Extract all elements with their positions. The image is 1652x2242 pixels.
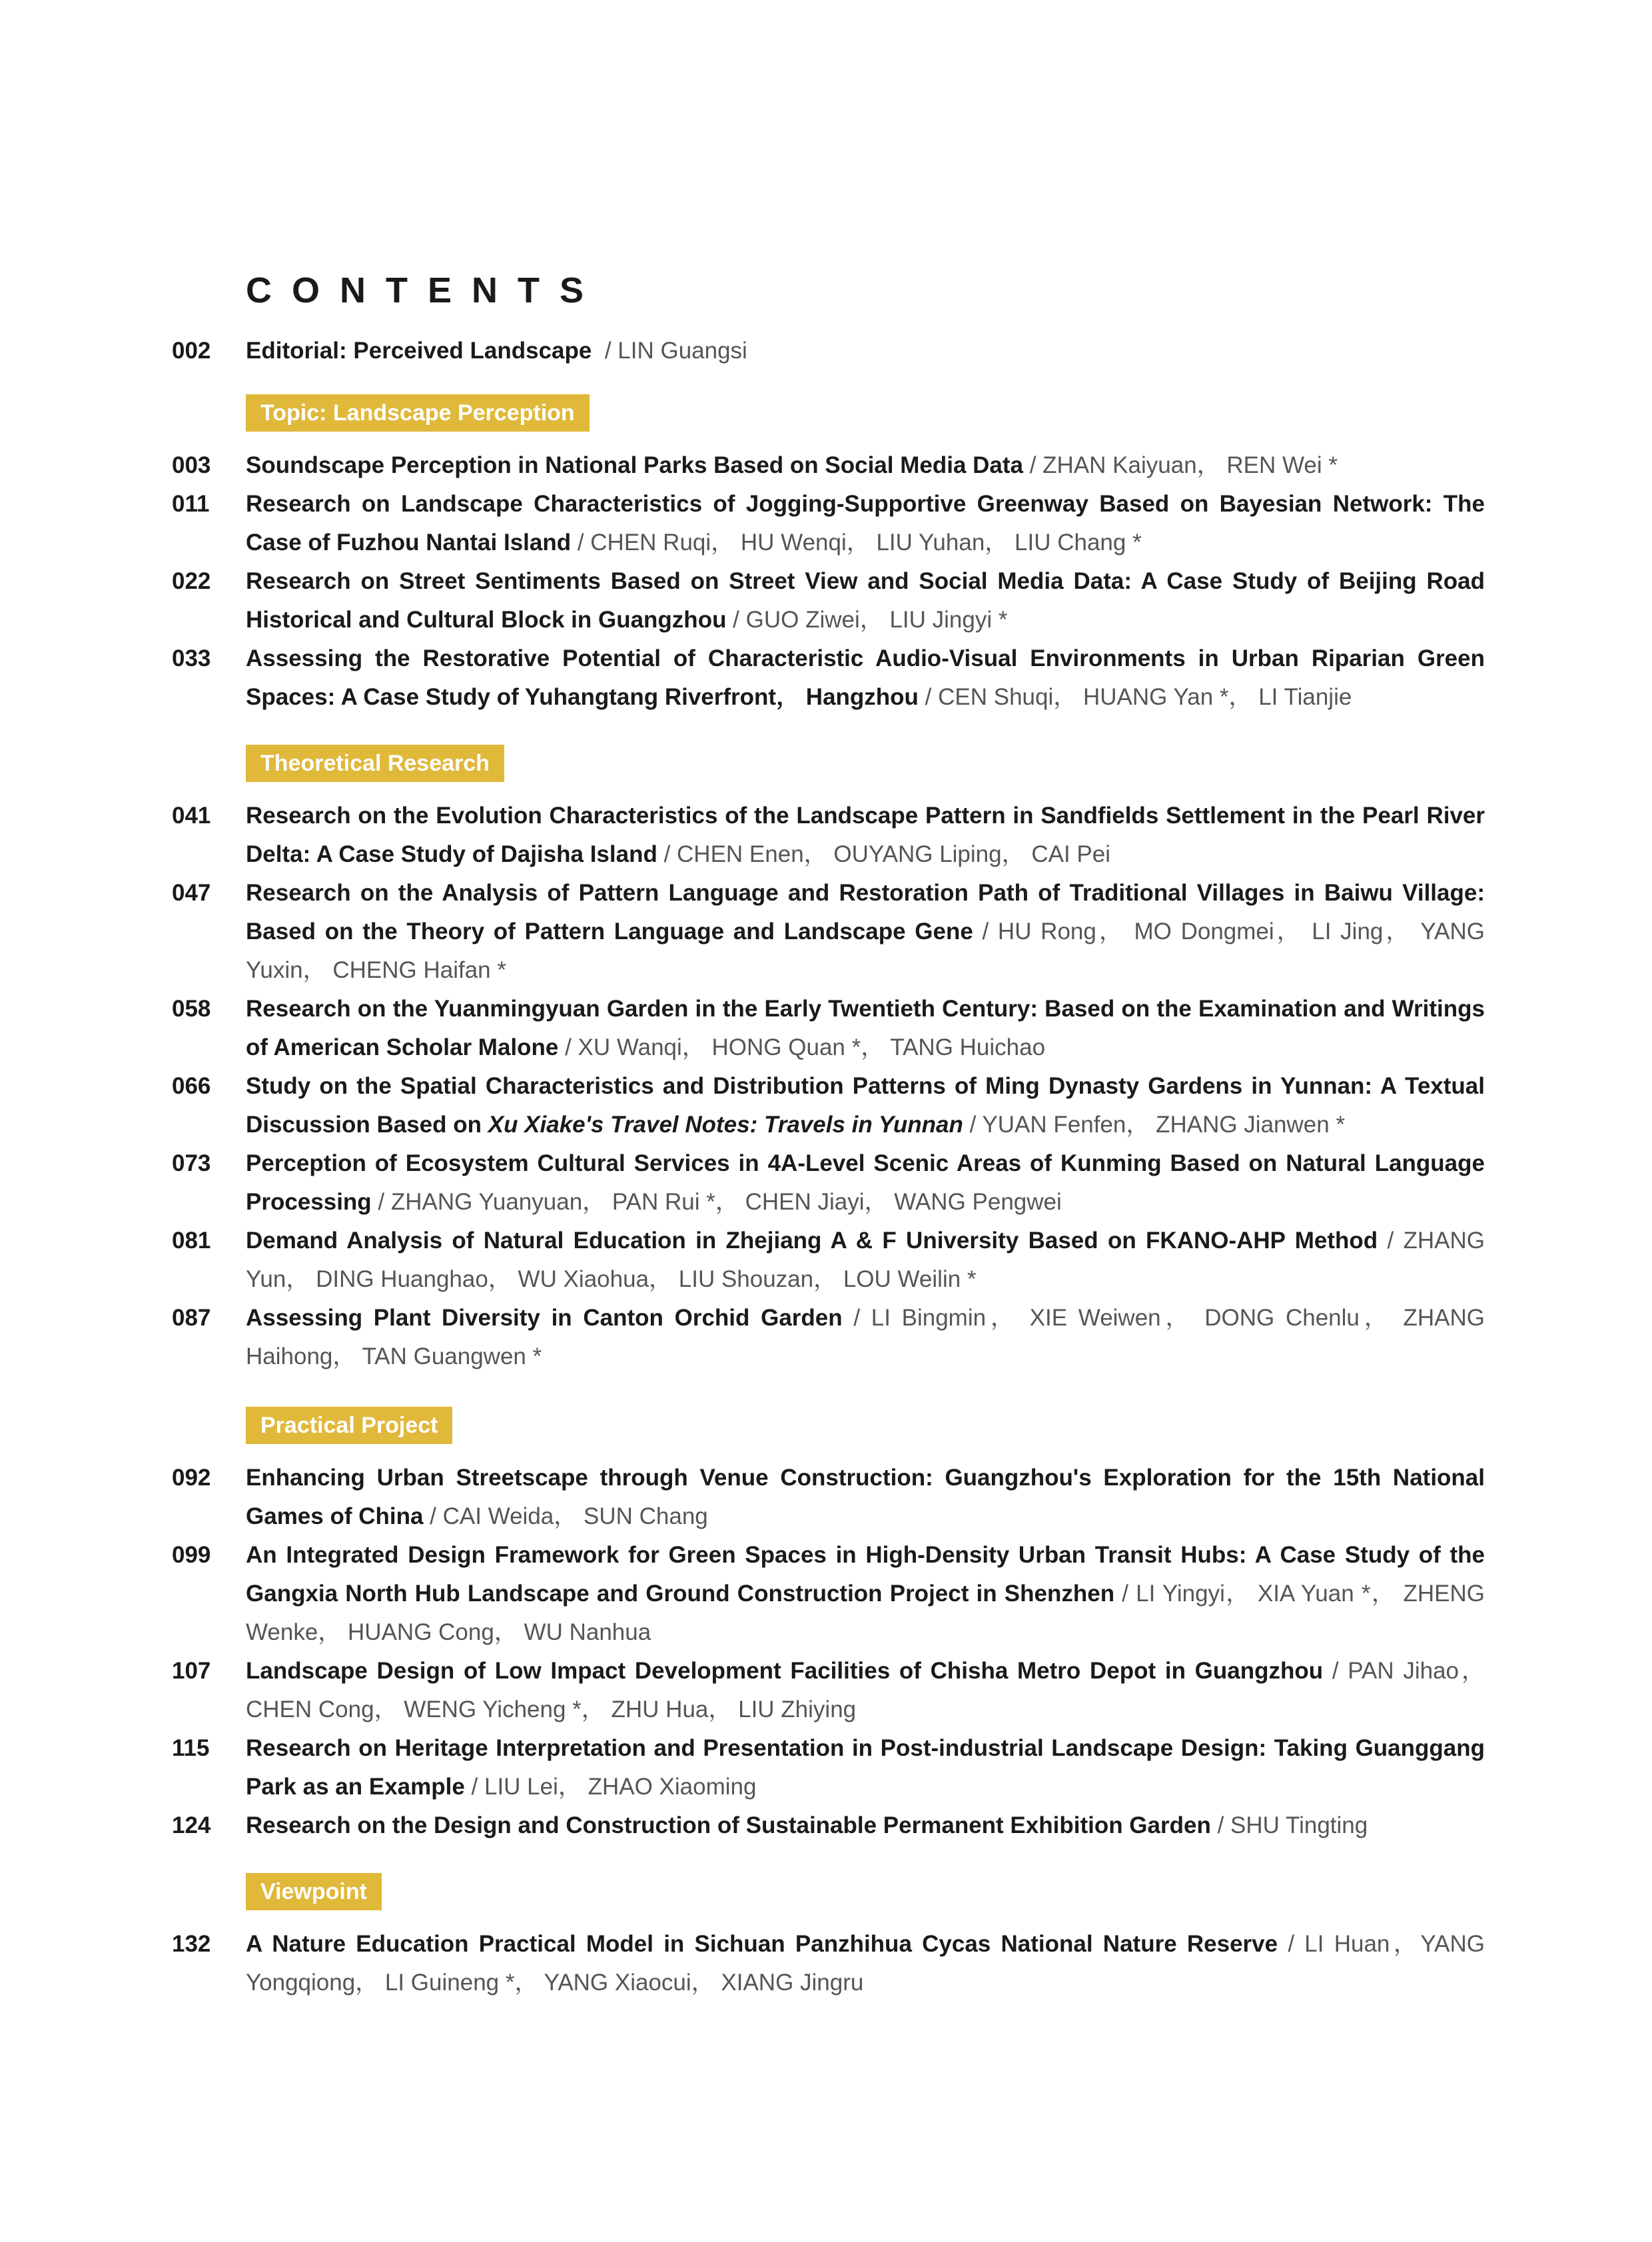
toc-entry[interactable] xyxy=(172,797,1485,874)
entry-list xyxy=(172,1459,1485,1845)
page-number: 033 xyxy=(172,645,211,671)
entry-authors: / ZHANG Yuanyuan， PAN Rui *， CHEN Jiayi， WANG Pengwei xyxy=(371,1189,1062,1215)
toc-entry[interactable] xyxy=(172,1222,1485,1299)
contents-heading: CONTENTS xyxy=(246,270,604,310)
section-practical-project xyxy=(172,1407,1485,1845)
entry-authors: / ZHAN Kaiyuan， REN Wei * xyxy=(1023,452,1338,478)
toc-entry[interactable] xyxy=(172,1536,1485,1652)
toc-entry[interactable] xyxy=(172,639,1485,717)
entry-authors: / XU Wanqi， HONG Quan *， TANG Huichao xyxy=(558,1034,1046,1060)
toc-entry[interactable] xyxy=(172,1925,1485,2002)
entry-title: Enhancing Urban Streetscape through Venue Construction: Guangzhou's Exploration for the 15th National Games of China xyxy=(246,1465,1485,1529)
entry-title: Research on Landscape Characteristics of Jogging-Supportive Greenway Based on Bayesian Network: The Case of Fuzhou Nantai Island xyxy=(246,491,1485,556)
entry-title: Perception of Ecosystem Cultural Services in 4A-Level Scenic Areas of Kunming Based on Natural Language Processing xyxy=(246,1150,1485,1215)
toc-entry[interactable] xyxy=(172,990,1485,1067)
entry-list xyxy=(172,446,1485,717)
page-number: 047 xyxy=(172,880,211,906)
section-badge: Theoretical Research xyxy=(246,745,504,782)
editorial-page-number: 002 xyxy=(172,338,211,364)
entry-list xyxy=(172,797,1485,1376)
section-badge: Practical Project xyxy=(246,1407,452,1444)
toc-entry[interactable] xyxy=(172,1144,1485,1222)
entry-authors: / PAN Jihao， CHEN Cong， WENG Yicheng *， ZHU Hua， LIU Zhiying xyxy=(246,1658,1485,1722)
editorial-text xyxy=(246,332,747,370)
entry-title: Research on Street Sentiments Based on Street View and Social Media Data: A Case Study of Beijing Road Historical and Cultural Block in Guangzhou xyxy=(246,568,1485,633)
entry-authors: / YUAN Fenfen， ZHANG Jianwen * xyxy=(963,1112,1346,1138)
entry-authors: / SHU Tingting xyxy=(1210,1812,1368,1838)
toc-entry[interactable] xyxy=(172,1067,1485,1144)
toc-entry[interactable] xyxy=(172,562,1485,639)
page-number: 003 xyxy=(172,452,211,478)
toc-entry[interactable] xyxy=(172,1299,1485,1376)
entry-title: Research on the Design and Construction of Sustainable Permanent Exhibition Garden xyxy=(246,1812,1211,1838)
editorial-author: / LIN Guangsi xyxy=(604,338,747,364)
section-theoretical-research xyxy=(172,745,1485,1376)
toc-entry[interactable] xyxy=(172,1459,1485,1536)
entry-authors: / GUO Ziwei， LIU Jingyi * xyxy=(726,607,1008,633)
section-badge: Topic: Landscape Perception xyxy=(246,394,590,432)
entry-authors: / CAI Weida， SUN Chang xyxy=(423,1503,708,1529)
entry-authors: / LI Huan，YANG Yongqiong， LI Guineng *， YANG Xiaocui， XIANG Jingru xyxy=(246,1931,1485,1996)
entry-authors: / ZHANG Yun， DING Huanghao， WU Xiaohua， LIU Shouzan， LOU Weilin * xyxy=(246,1228,1485,1292)
toc-entry[interactable] xyxy=(172,485,1485,562)
entry-title: Research on Heritage Interpretation and Presentation in Post-industrial Landscape Design: Taking Guanggang Park as an Example xyxy=(246,1735,1485,1800)
toc-entry[interactable] xyxy=(172,1652,1485,1729)
entry-authors: / HU Rong， MO Dongmei， LI Jing， YANG Yuxin， CHENG Haifan * xyxy=(246,919,1485,983)
section-landscape-perception xyxy=(172,394,1485,717)
page-number: 058 xyxy=(172,996,211,1022)
toc-entry[interactable] xyxy=(172,874,1485,990)
page-number: 092 xyxy=(172,1465,211,1491)
editorial-label: Editorial: Perceived Landscape xyxy=(246,338,592,364)
page-number: 073 xyxy=(172,1150,211,1176)
entry-authors: / LI Bingmin， XIE Weiwen， DONG Chenlu， ZHANG Haihong， TAN Guangwen * xyxy=(246,1305,1485,1369)
page-number: 124 xyxy=(172,1812,211,1838)
page-number: 041 xyxy=(172,803,211,829)
page-number: 066 xyxy=(172,1073,211,1099)
entry-title: Research on the Yuanmingyuan Garden in the Early Twentieth Century: Based on the Examination and Writings of American Scholar Malone xyxy=(246,996,1485,1060)
entry-title: Soundscape Perception in National Parks Based on Social Media Data xyxy=(246,452,1023,478)
entry-authors: / CHEN Enen， OUYANG Liping， CAI Pei xyxy=(657,841,1110,867)
page-number: 081 xyxy=(172,1228,211,1254)
page-number: 011 xyxy=(172,491,210,517)
entry-authors: / LI Yingyi， XIA Yuan *， ZHENG Wenke， HUANG Cong， WU Nanhua xyxy=(246,1581,1485,1645)
entry-authors: / CHEN Ruqi， HU Wenqi， LIU Yuhan， LIU Chang * xyxy=(571,530,1142,556)
entry-authors: / LIU Lei， ZHAO Xiaoming xyxy=(464,1774,757,1800)
toc-entry[interactable] xyxy=(172,1806,1485,1845)
section-viewpoint xyxy=(172,1873,1485,2002)
entry-title: A Nature Education Practical Model in Sichuan Panzhihua Cycas National Nature Reserve xyxy=(246,1931,1278,1957)
entry-title: An Integrated Design Framework for Green Spaces in High-Density Urban Transit Hubs: A Case Study of the Gangxia North Hub Landscape and Ground Construction Project in Shenzhen xyxy=(246,1542,1485,1607)
entry-title: Demand Analysis of Natural Education in Zhejiang A & F University Based on FKANO-AHP Method xyxy=(246,1228,1378,1254)
page-number: 115 xyxy=(172,1735,210,1761)
page-number: 087 xyxy=(172,1305,211,1331)
entry-title: Assessing Plant Diversity in Canton Orchid Garden xyxy=(246,1305,843,1331)
entry-title: Research on the Evolution Characteristics of the Landscape Pattern in Sandfields Settlement in the Pearl River Delta: A Case Study of Dajisha Island xyxy=(246,803,1485,867)
entry-authors: / CEN Shuqi， HUANG Yan *， LI Tianjie xyxy=(918,684,1352,710)
toc-entry[interactable] xyxy=(172,1729,1485,1806)
entry-title: Research on the Analysis of Pattern Language and Restoration Path of Traditional Villages in Baiwu Village: Based on the Theory of Pattern Language and Landscape Gene xyxy=(246,880,1485,944)
page-number: 132 xyxy=(172,1931,211,1957)
entry-title: Landscape Design of Low Impact Development Facilities of Chisha Metro Depot in Guangzhou xyxy=(246,1658,1324,1684)
page-number: 022 xyxy=(172,568,211,594)
entry-title-italic: Xu Xiake's Travel Notes: Travels in Yunnan xyxy=(488,1112,963,1138)
section-badge: Viewpoint xyxy=(246,1873,382,1910)
entry-title: Assessing the Restorative Potential of Characteristic Audio-Visual Environments in Urban Riparian Green Spaces: A Case Study of Yuhangtang Riverfront， Hangzhou xyxy=(246,645,1485,710)
page-number: 107 xyxy=(172,1658,211,1684)
page-number: 099 xyxy=(172,1542,211,1568)
entry-list xyxy=(172,1925,1485,2002)
entry-title: Study on the Spatial Characteristics and Distribution Patterns of Ming Dynasty Gardens in Yunnan: A Textual Discussion Based on xyxy=(246,1073,1485,1138)
toc-entry[interactable] xyxy=(172,446,1485,485)
